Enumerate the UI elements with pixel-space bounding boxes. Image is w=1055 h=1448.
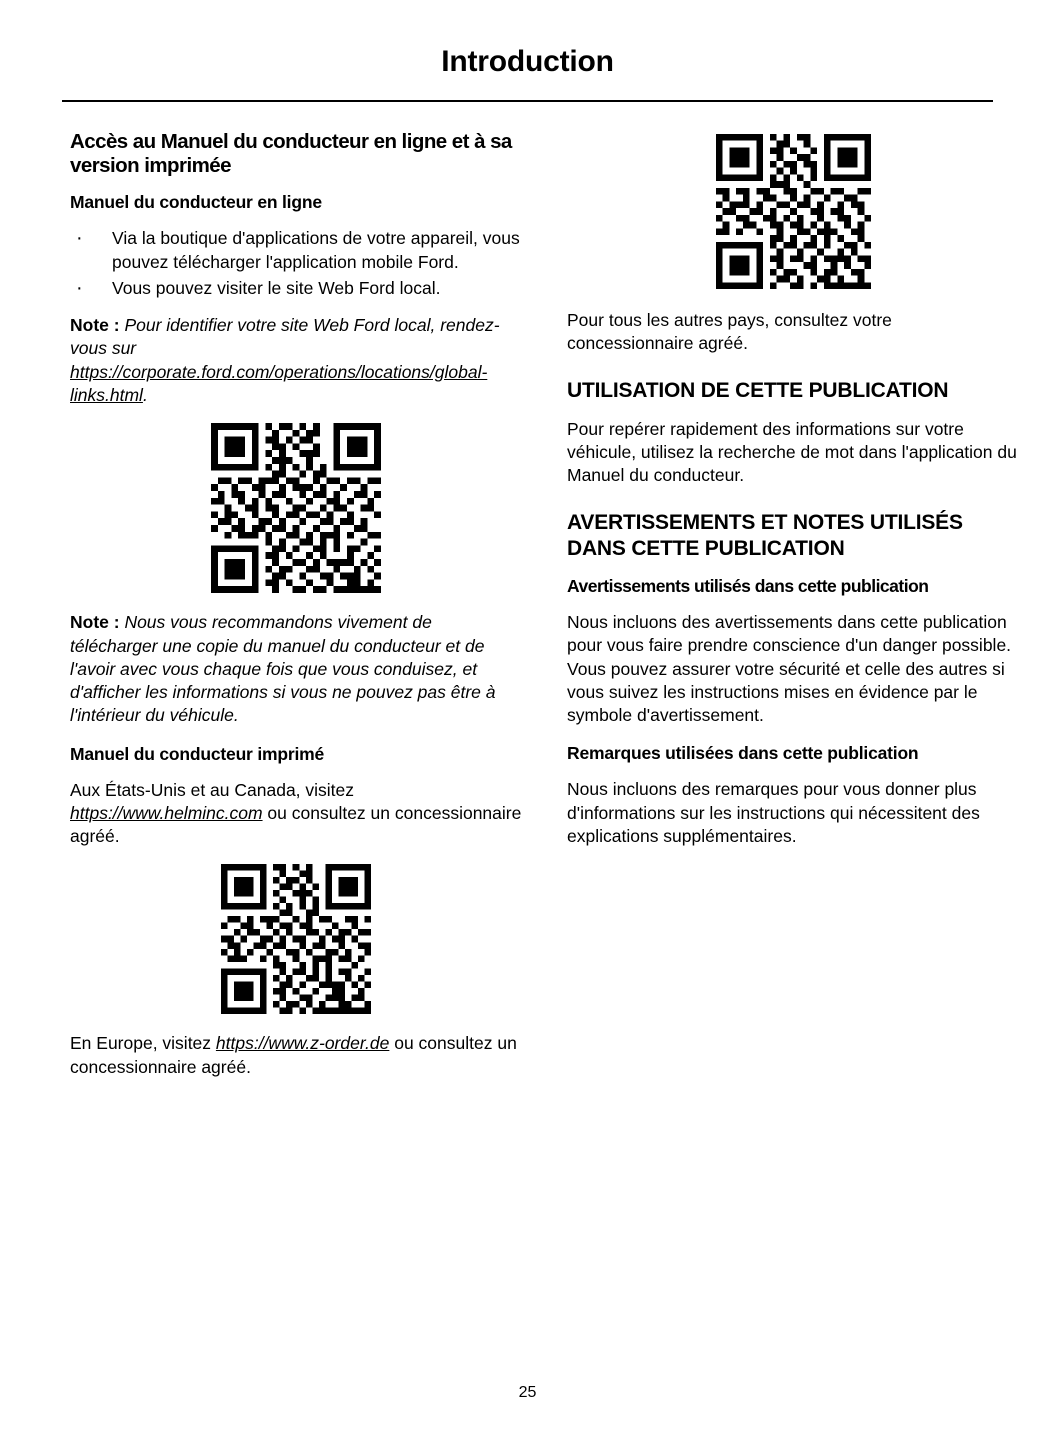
usage-text: Pour repérer rapidement des informations sur votre véhicule, utilisez la recherche de mot dans l'application du Manuel du conducteur. (567, 418, 1017, 486)
left-column (70, 130, 522, 1095)
link-global-links[interactable]: https://corporate.ford.com/operations/locations/global-links.html (70, 361, 488, 405)
right-column (567, 130, 1019, 864)
qr-other-countries-wrap (567, 134, 1019, 289)
note-label: Note : (70, 315, 120, 336)
list-item: · Vous pouvez visiter le site Web Ford local. (70, 277, 522, 300)
header-divider (62, 100, 993, 102)
printed-text-before: Aux États-Unis et au Canada, visitez (70, 779, 355, 800)
printed-text-after: ou consultez un concessionnaire agréé. (70, 802, 522, 847)
note-download-copy (70, 611, 522, 727)
qr-code-helminc (221, 864, 371, 1014)
link-z-order[interactable]: https://www.z-order.de (215, 1033, 390, 1054)
qr-code-global-links (211, 423, 381, 593)
other-countries-text: Pour tous les autres pays, consultez votre concessionnaire agréé. (567, 310, 892, 354)
online-manual-bullets (70, 227, 522, 300)
qr-code-other-countries (716, 134, 871, 289)
printed-manual-text (70, 779, 522, 849)
page-header (62, 44, 993, 80)
list-item: · Via la boutique d'applications de votre appareil, vous pouvez télécharger l'application mobile Ford. (70, 227, 522, 274)
section-title-warnings: AVERTISSEMENTS ET NOTES UTILISÉS DANS CETTE PUBLICATION (567, 510, 963, 560)
link-helminc[interactable]: https://www.helminc.com (70, 802, 263, 823)
content-columns (70, 130, 1017, 1358)
subtitle-warnings-used: Avertissements utilisés dans cette publication (567, 576, 929, 597)
qr-global-links-wrap (70, 423, 522, 593)
note-text: Nous vous recommandons vivement de télécharger une copie du manuel du conducteur et de l'avoir avec vous chaque fois que vous conduisez, et d'afficher les informations si vous ne pouvez pas être à l'intérieur du véhicule. (70, 612, 496, 726)
section-title-usage: UTILISATION DE CETTE PUBLICATION (567, 378, 949, 402)
subtitle-online-manual: Manuel du conducteur en ligne (70, 192, 322, 213)
note-label: Note : (70, 612, 120, 633)
qr-helminc-wrap (70, 864, 522, 1014)
subtitle-printed-manual: Manuel du conducteur imprimé (70, 743, 325, 764)
warnings-text: Nous incluons des avertissements dans cette publication pour vous faire prendre conscience d'un danger possible. Vous pouvez assurer votre sécurité et celle des autres si vous suivez les instructions mises en évidence par le symbole d'avertissement. (567, 612, 1012, 726)
note-text-after: . (142, 384, 148, 405)
page-number: 25 (518, 1384, 537, 1401)
europe-text-before: En Europe, visitez (70, 1033, 216, 1054)
note-text-before: Pour identifier votre site Web Ford local, rendez-vous sur (70, 315, 500, 359)
europe-text (70, 1032, 522, 1079)
subtitle-remarks-used: Remarques utilisées dans cette publication (567, 743, 919, 764)
remarks-text: Nous incluons des remarques pour vous donner plus d'informations sur les instructions qui nécessitent des explications supplémentaires. (567, 779, 980, 846)
note-global-links (70, 314, 522, 407)
section-title-access: Accès au Manuel du conducteur en ligne et à sa version imprimée (70, 130, 512, 178)
europe-text-after: ou consultez un concessionnaire agréé. (70, 1033, 517, 1077)
page-title: Introduction (441, 45, 614, 78)
